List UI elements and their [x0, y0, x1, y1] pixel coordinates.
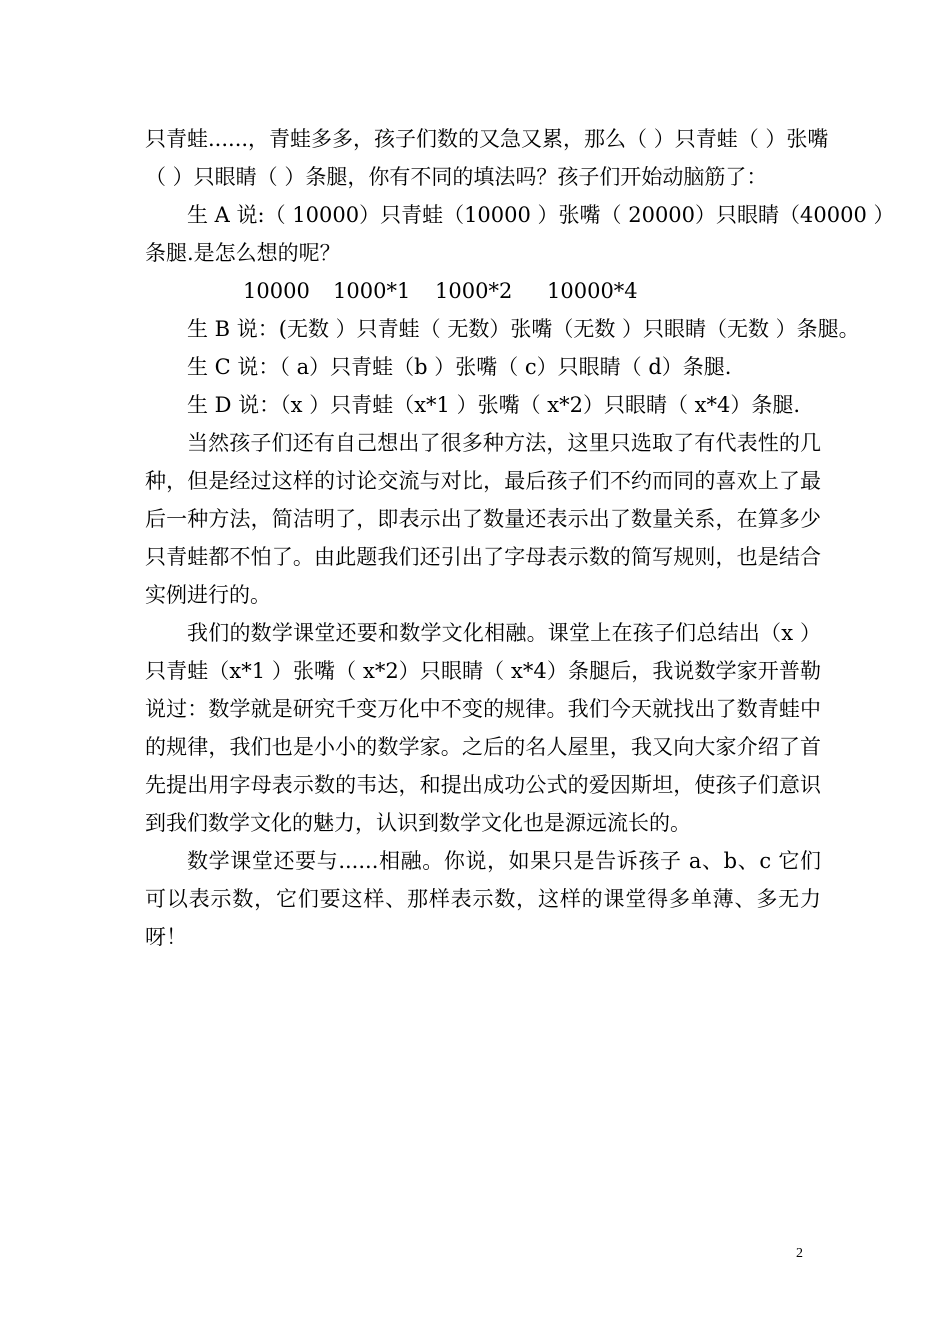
student-b-line: 生 B 说：(无数 ）只青蛙（ 无数）张嘴（无数 ）只眼睛（无数 ）条腿。 — [187, 317, 860, 341]
paragraph: 当然孩子们还有自己想出了很多种方法，这里只选取了有代表性的几种，但是经过这样的讨论交流与对比，最后孩子们不约而同的喜欢上了最后一种方法，简洁明了，即表示出了数量还表示出了数量关系，在算多少只青蛙都不怕了。由此题我们还引出了字母表示数的简写规则，也是结合实例进行的。 — [145, 431, 821, 607]
student-a-line: 生 A 说:（ 10000）只青蛙（10000 ）张嘴（ 20000）只眼睛（40000 ） — [187, 203, 895, 227]
paragraph: 我们的数学课堂还要和数学文化相融。课堂上在孩子们总结出（x ）只青蛙（x*1 ）张嘴（ x*2）只眼睛（ x*4）条腿后，我说数学家开普勒说过：数学就是研究千变万化中不变的规律。我们今天就找出了数青蛙中的规律，我们也是小小的数学家。之后的名人屋里，我又向大家介绍了首先提出用字母表示数的韦达，和提出成功公式的爱因斯坦，使孩子们意识到我们数学文化的魅力，认识到数学文化也是源远流长的。 — [145, 621, 821, 835]
student-c-line: 生 C 说：（ a）只青蛙（b ）张嘴（ c）只眼睛（ d）条腿. — [187, 355, 732, 379]
student-a-line-cont: 条腿.是怎么想的呢？ — [145, 241, 341, 265]
document-body — [145, 120, 895, 956]
calc-item: 1000*2 — [435, 279, 513, 303]
text-line: 只青蛙......，青蛙多多，孩子们数的又急又累，那么（ ）只青蛙（ ）张嘴 — [145, 127, 829, 151]
calc-item: 1000*1 — [333, 279, 411, 303]
paragraph: 数学课堂还要与......相融。你说，如果只是告诉孩子 a、b、c 它们可以表示数，它们要这样、那样表示数，这样的课堂得多单薄、多无力呀！ — [145, 849, 821, 949]
text-line: （ ）只眼睛（ ）条腿，你有不同的填法吗？孩子们开始动脑筋了： — [145, 165, 768, 189]
calc-item: 10000 — [243, 279, 310, 303]
calc-item: 10000*4 — [547, 279, 638, 303]
calculation-row — [145, 272, 821, 310]
student-d-line: 生 D 说：（x ）只青蛙（x*1 ）张嘴（ x*2）只眼睛（ x*4）条腿. — [187, 393, 801, 417]
page-number: 2 — [796, 1246, 803, 1261]
